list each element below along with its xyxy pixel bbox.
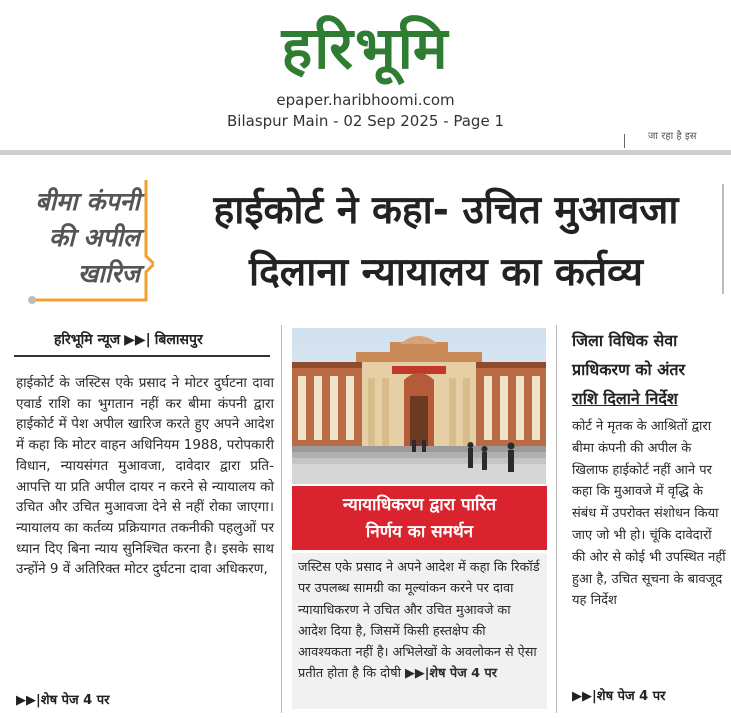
column-divider-1 bbox=[281, 325, 282, 713]
body-left-column: हाईकोर्ट के जस्टिस एके प्रसाद ने मोटर दुर्घटना दावा एवार्ड राशि का भुगतान नहीं कर बीमा कंपनी द्वारा हाईकोर्ट में पेश अपील खारिज करते हुए अपने आदेश में कहा कि मोटर वाहन अधिनियम 1988, परोपकारी विधान, न्यायसंगत मुआवजा, दावेदार द्वारा प्रति-आपत्ति या प्रति अपील दायर न करने से न्यायालय को उचित और उचित मुआवजा देने से नहीं रोका जाएगा। न्यायालय का कर्तव्य प्रक्रियागत तकनीकी पहलुओं पर ध्यान दिए बिना न्याय सुनिश्चित करना है। इसके साथ उन्होंने 9 वें अतिरिक्त मोटर दुर्घटना दावा अधिकरण, bbox=[16, 375, 274, 578]
headline-line-1: हाईकोर्ट ने कहा- उचित मुआवजा bbox=[213, 188, 679, 233]
body-mid-column bbox=[298, 557, 542, 685]
subhead bbox=[292, 492, 547, 546]
byline bbox=[54, 330, 203, 349]
byline-separator: ▶▶| bbox=[124, 332, 151, 348]
kicker-line-3: खारिज bbox=[77, 259, 140, 288]
subhead-line-2: निर्णय का समर्थन bbox=[365, 522, 474, 542]
byline-source: हरिभूमि न्यूज bbox=[54, 332, 121, 348]
edge-fragment-text: जा रहा है इस bbox=[648, 131, 697, 142]
byline-rule bbox=[14, 355, 270, 357]
right-subhead-line-3: राशि दिलाने निर्देश bbox=[572, 389, 678, 408]
headline-side-rule bbox=[722, 184, 724, 294]
headline bbox=[168, 180, 724, 304]
newspaper-logo[interactable]: हरिभूमि bbox=[281, 14, 450, 82]
continued-mid[interactable]: ▶▶|शेष पेज 4 पर bbox=[405, 666, 498, 682]
kicker-line-2: की अपील bbox=[48, 223, 140, 252]
edge-divider bbox=[624, 134, 625, 148]
kicker-line-1: बीमा कंपनी bbox=[35, 187, 140, 216]
continued-left[interactable]: ▶▶|शेष पेज 4 पर bbox=[16, 693, 110, 708]
right-subhead-line-2: प्राधिकरण को अंतर bbox=[572, 360, 686, 379]
column-divider-2 bbox=[556, 325, 557, 713]
edition-info: Bilaspur Main - 02 Sep 2025 - Page 1 bbox=[227, 112, 504, 130]
byline-place: बिलासपुर bbox=[154, 332, 203, 348]
kicker-text bbox=[16, 184, 140, 292]
high-court-building-photo bbox=[292, 328, 546, 484]
header-divider bbox=[0, 150, 731, 155]
body-right-column: कोर्ट ने मृतक के आश्रितों द्वारा बीमा कंपनी की अपील के खिलाफ हाईकोर्ट नहीं आने पर कहा कि मुआवजे में वृद्धि के संबंध में उपरोक्त संशोधन किया जाए जो भी हो। चूंकि दावेदारों की ओर से कोई भी उपस्थित नहीं हुआ है, उचित सूचना के बावजूद यह निर्देश bbox=[572, 419, 726, 609]
right-subhead bbox=[572, 326, 728, 413]
right-subhead-line-1: जिला विधिक सेवा bbox=[572, 331, 678, 350]
body-mid-text: जस्टिस एके प्रसाद ने अपने आदेश में कहा कि रिकॉर्ड पर उपलब्ध सामग्री का मूल्यांकन करने पर दावा न्यायाधिकरण ने उचित और उचित मुआवजे का आदेश दिया है, जिसमें किसी हस्तक्षेप की आवश्यकता नहीं है। अभिलेखों के अवलोकन से ऐसा प्रतीत होता है कि दोषी bbox=[298, 560, 540, 682]
subhead-line-1: न्यायाधिकरण द्वारा पारित bbox=[342, 495, 497, 515]
continued-right[interactable]: ▶▶|शेष पेज 4 पर bbox=[572, 689, 666, 704]
site-url[interactable]: epaper.haribhoomi.com bbox=[276, 91, 455, 109]
headline-line-2: दिलाना न्यायालय का कर्तव्य bbox=[248, 250, 644, 295]
